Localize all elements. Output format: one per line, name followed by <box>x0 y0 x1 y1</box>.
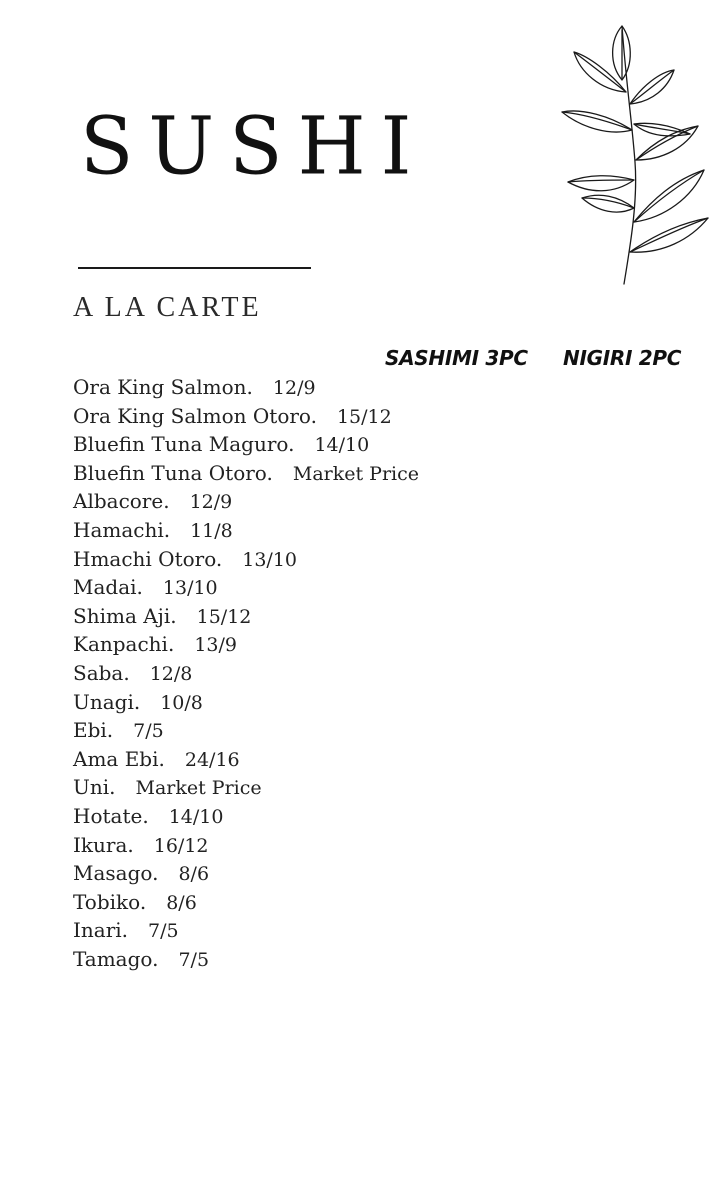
item-price: 14/10 <box>168 805 224 828</box>
item-price: 7/5 <box>133 720 164 743</box>
item-name: Ikura. <box>73 832 134 857</box>
item-name: Bluefin Tuna Otoro. <box>73 460 273 485</box>
item-price: 7/5 <box>148 920 179 943</box>
menu-item <box>73 630 419 659</box>
item-name: Hmachi Otoro. <box>73 546 223 571</box>
menu-item <box>73 545 419 574</box>
item-price: 11/8 <box>190 519 233 542</box>
item-price: 12/8 <box>149 662 193 685</box>
menu-item <box>73 573 419 602</box>
item-name: Masago. <box>73 861 159 886</box>
menu-item <box>73 716 419 745</box>
menu-item <box>73 459 419 488</box>
item-name: Shima Aji. <box>73 603 177 628</box>
item-name: Kanpachi. <box>73 632 175 657</box>
item-price: 15/12 <box>196 605 252 628</box>
item-name: Uni. <box>73 775 116 800</box>
item-name: Hamachi. <box>73 517 171 542</box>
item-price: 8/6 <box>178 863 210 886</box>
item-name: Madai. <box>73 575 143 600</box>
menu-item <box>73 602 419 631</box>
item-price: 12/9 <box>272 377 316 399</box>
item-price: 13/10 <box>242 548 298 571</box>
menu-item <box>73 859 419 888</box>
item-price: 7/5 <box>178 948 210 971</box>
item-price: Market Price <box>135 777 262 800</box>
menu-item <box>73 402 419 431</box>
menu-item <box>73 831 419 860</box>
item-price: Market Price <box>292 462 419 485</box>
divider <box>78 267 311 269</box>
column-header-nigiri: NIGIRI 2PC <box>563 346 682 370</box>
item-price: 14/10 <box>314 434 370 457</box>
item-name: Ora King Salmon. <box>73 375 253 399</box>
menu-item <box>73 888 419 917</box>
item-name: Inari. <box>73 918 129 943</box>
menu-list <box>73 373 419 973</box>
page-title: SUSHI <box>80 101 427 193</box>
menu-item <box>73 373 419 402</box>
item-name: Hotate. <box>73 803 149 828</box>
item-name: Ebi. <box>73 718 114 743</box>
item-price: 15/12 <box>336 405 392 428</box>
menu-item <box>73 745 419 774</box>
menu-item <box>73 430 419 459</box>
leaf-branch-icon <box>552 12 718 292</box>
item-name: Ama Ebi. <box>73 746 165 771</box>
item-price: 8/6 <box>166 891 197 914</box>
menu-item <box>73 516 419 545</box>
item-price: 13/10 <box>162 577 218 600</box>
item-name: Unagi. <box>73 689 141 714</box>
section-title: A LA CARTE <box>73 292 262 323</box>
menu-item <box>73 802 419 831</box>
item-price: 24/16 <box>184 748 240 771</box>
item-name: Tobiko. <box>73 889 147 914</box>
menu-item <box>73 659 419 688</box>
item-name: Bluefin Tuna Maguro. <box>73 432 295 457</box>
item-price: 10/8 <box>160 691 203 714</box>
item-name: Tamago. <box>73 946 159 971</box>
item-name: Saba. <box>73 660 130 685</box>
item-name: Albacore. <box>73 489 170 514</box>
menu-item <box>73 487 419 516</box>
menu-item <box>73 773 419 802</box>
item-price: 16/12 <box>153 834 209 857</box>
menu-item <box>73 688 419 717</box>
item-price: 13/9 <box>194 634 237 657</box>
menu-item <box>73 945 419 974</box>
column-header-sashimi: SASHIMI 3PC <box>385 346 528 370</box>
item-price: 12/9 <box>189 491 233 514</box>
menu-item <box>73 916 419 945</box>
item-name: Ora King Salmon Otoro. <box>73 403 317 428</box>
